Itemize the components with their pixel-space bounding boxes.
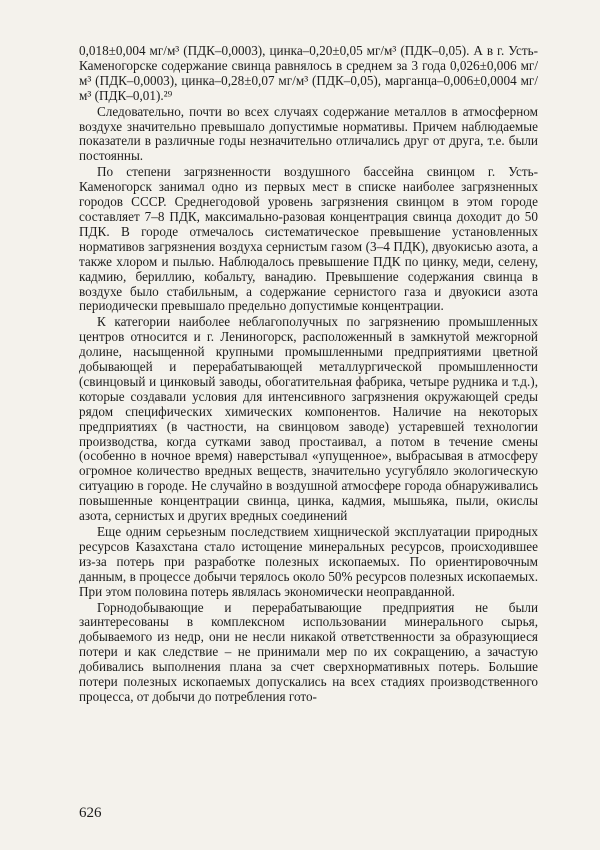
page-number: 626 bbox=[79, 805, 102, 821]
paragraph-5: Еще одним серьезным последствием хищнической эксплуатации природных ресурсов Казахстана стало истощение минеральных ресурсов, происходившее из-за потерь при разработке полезных ископаемых. По ориентировочным данным, в процессе добычи терялось около 50% ресурсов полезных ископаемых. При этом половина потерь являлась экономически неоправданной. bbox=[79, 524, 538, 599]
paragraph-3: По степени загрязненности воздушного бассейна свинцом г. Усть-Каменогорск занимал одно из первых мест в списке наиболее загрязненных городов СССР. Среднегодовой уровень загрязнения свинцом в этом городе составляет 7–8 ПДК, максимально-разовая концентрация свинца доходит до 50 ПДК. В городе отмечалось систематическое превышение установленных нормативов загрязнения воздуха сернистым газом (3–4 ПДК), двуокисью азота, а также хлором и пылью. Наблюдалось превышение ПДК по цинку, меди, селену, кадмию, бериллию, кобальту, ванадию. Превышение содержания свинца в воздухе было стабильным, а содержание сернистого газа и двуокиси азота периодически превышало предельно допустимые концентрации. bbox=[79, 164, 538, 314]
paragraph-2: Следовательно, почти во всех случаях содержание металлов в атмосферном воздухе значительно превышало допустимые нормативы. Причем наблюдаемые показатели в различные годы незначительно отличались друг от друга, т.е. были постоянны. bbox=[79, 103, 538, 164]
paragraph-4: К категории наиболее неблагополучных по загрязнению промышленных центров относится и г. Лениногорск, расположенный в замкнутой межгорной долине, насыщенной крупными промышленными предприятиями цветной добывающей и перерабатывающей металлургической промышленности (свинцовый и цинковый заводы, обогатительная фабрика, четыре рудника и т.д.), которые создавали условия для интенсивного загрязнения окружающей среды рядом специфических химических компонентов. Наличие на некоторых предприятиях (в частности, на свинцовом заводе) устаревшей технологии производства, когда сутками завод простаивал, а потом в течение смены (особенно в ночное время) наверстывал «упущенное», выбрасывая в атмосферу огромное количество вредных веществ, значительно усугубляло экологическую ситуацию в городе. Не случайно в воздушной атмосфере города обнаруживались повышенные концентрации свинца, цинка, кадмия, мышьяка, пыли, окислы азота, сернистых и других вредных соединений bbox=[79, 314, 538, 524]
paragraph-6: Горнодобывающие и перерабатывающие предприятия не были заинтересованы в комплексном использовании минерального сырья, добываемого из недр, они не несли никакой ответственности за образующиеся потери и как следствие – не принимали мер по их сокращению, а зачастую добивались выполнения плана за счет сверхнормативных потерь. Большие потери полезных ископаемых допускались на всех стадиях производственного процесса, от добычи до потребления гото- bbox=[79, 599, 538, 704]
text-body bbox=[79, 44, 538, 705]
paragraph-1: 0,018±0,004 мг/м³ (ПДК–0,0003), цинка–0,20±0,05 мг/м³ (ПДК–0,05). А в г. Усть-Каменогорске содержание свинца равнялось в среднем за 3 года 0,026±0,006 мг/м³ (ПДК–0,0003), цинка–0,28±0,07 мг/м³ (ПДК–0,05), марганца–0,006±0,0004 мг/м³ (ПДК–0,01).²⁹ bbox=[79, 43, 538, 103]
